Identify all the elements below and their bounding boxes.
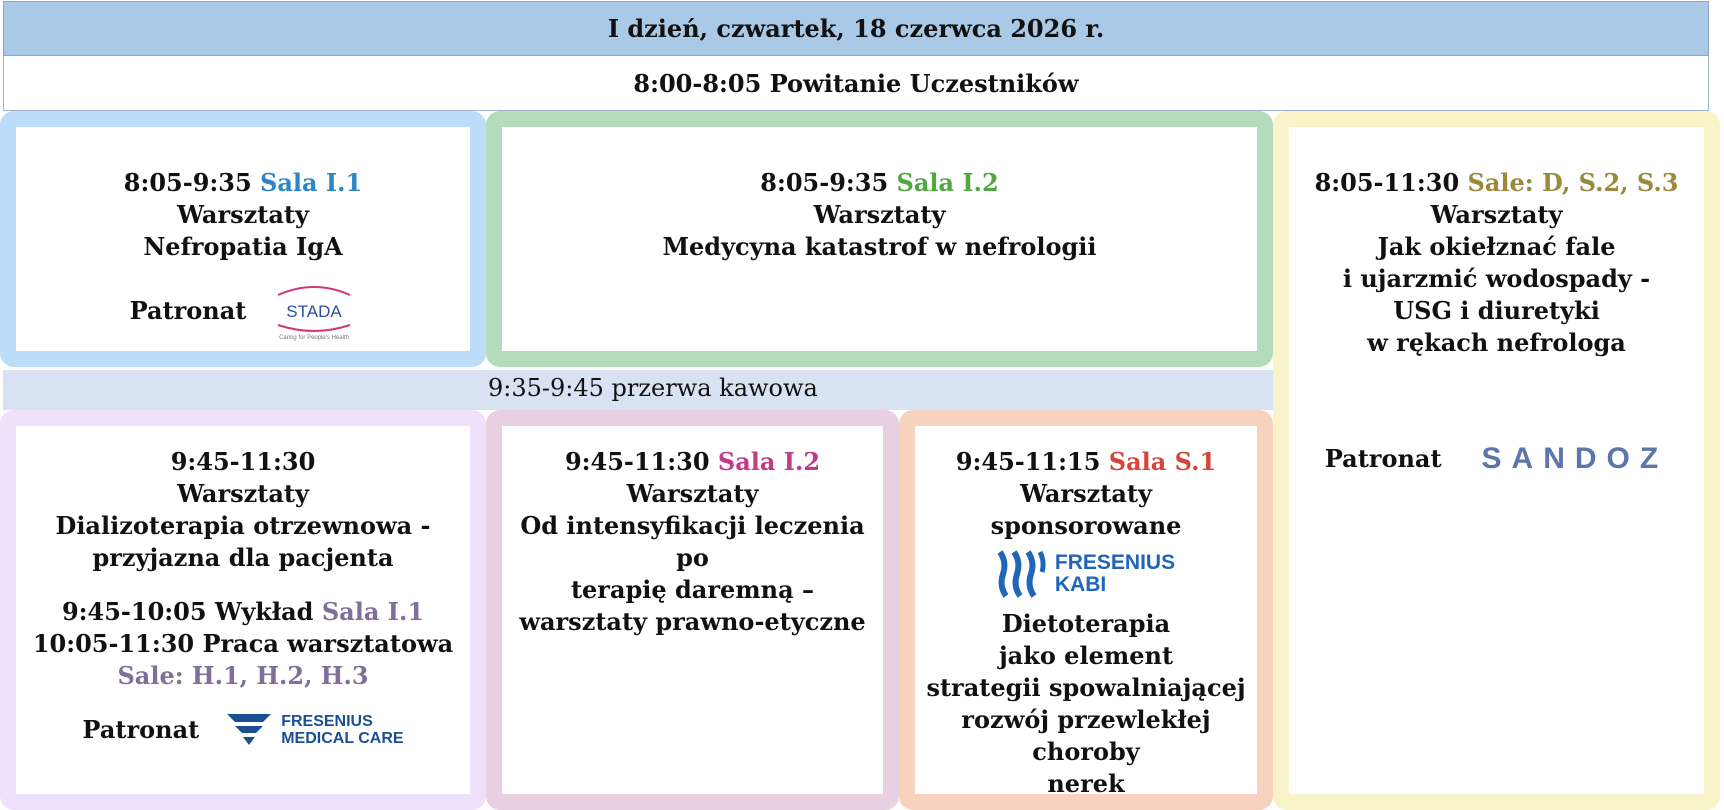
patron-label: Patronat bbox=[129, 296, 247, 325]
session-s3-content bbox=[1289, 127, 1704, 794]
session-s4-lecture-line bbox=[16, 596, 470, 628]
session-s6-title-line-4: rozwój przewlekłej choroby bbox=[961, 705, 1211, 766]
session-s6-content bbox=[915, 426, 1257, 798]
session-s5-title-line-2: terapię daremną – bbox=[570, 575, 815, 604]
fresenius-kabi-mark-icon bbox=[997, 550, 1047, 598]
session-s6-subtype: sponsorowane bbox=[990, 511, 1182, 540]
session-s5-title-line-3: warsztaty prawno-etyczne bbox=[519, 607, 866, 636]
session-s1-time: 8:05-9:35 bbox=[123, 168, 252, 197]
day-title: I dzień, czwartek, 18 czerwca 2026 r. bbox=[607, 14, 1105, 43]
session-s3-title-line-3: USG i diuretyki bbox=[1393, 296, 1600, 325]
session-card-s3 bbox=[1273, 111, 1720, 810]
session-card-s6 bbox=[899, 410, 1273, 810]
fresenius-mc-mark-icon bbox=[225, 712, 273, 748]
session-s6-title-line-3: strategii spowalniającej bbox=[926, 673, 1246, 702]
session-s6-title-line-5: nerek bbox=[1047, 769, 1125, 798]
session-s1-patron bbox=[16, 281, 470, 341]
session-s5-content bbox=[502, 426, 883, 794]
stada-logo bbox=[272, 281, 356, 341]
session-s5-time-line bbox=[502, 446, 883, 478]
session-s4-practice-rooms: Sale: H.1, H.2, H.3 bbox=[117, 661, 369, 690]
stada-logo-text: STADA bbox=[286, 302, 343, 321]
fresenius-medical-care-logo bbox=[225, 712, 403, 748]
coffee-break-text: 9:35-9:45 przerwa kawowa bbox=[488, 374, 818, 402]
session-s2-title: Medycyna katastrof w nefrologii bbox=[662, 232, 1097, 261]
welcome-text: 8:00-8:05 Powitanie Uczestników bbox=[633, 68, 1079, 98]
session-s2-time: 8:05-9:35 bbox=[760, 168, 889, 197]
session-card-s4 bbox=[0, 410, 486, 810]
session-s4-type: Warsztaty bbox=[177, 479, 309, 508]
session-s4-time: 9:45-11:30 bbox=[170, 447, 316, 476]
session-card-s5 bbox=[486, 410, 899, 810]
fresenius-kabi-logo bbox=[915, 550, 1257, 598]
patron-label: Patronat bbox=[1324, 444, 1442, 473]
session-s6-type: Warsztaty bbox=[1020, 479, 1152, 508]
session-s3-type: Warsztaty bbox=[1430, 200, 1563, 229]
session-s5-room: Sala I.2 bbox=[717, 447, 821, 476]
session-card-s2 bbox=[486, 111, 1273, 367]
session-s4-title-line-1: Dializoterapia otrzewnowa - bbox=[55, 511, 431, 540]
session-s2-content bbox=[502, 127, 1257, 351]
session-s4-content bbox=[16, 426, 470, 794]
session-s2-type: Warsztaty bbox=[813, 200, 946, 229]
session-s4-lecture-room: Sala I.1 bbox=[321, 597, 425, 626]
stada-logo-mark bbox=[272, 281, 356, 341]
session-s6-time: 9:45-11:15 bbox=[955, 447, 1101, 476]
session-s1-content bbox=[16, 127, 470, 351]
session-s3-title-line-1: Jak okiełznać fale bbox=[1377, 232, 1616, 261]
fresenius-mc-text-2: MEDICAL CARE bbox=[281, 730, 404, 747]
session-s4-patron bbox=[16, 712, 470, 748]
fresenius-kabi-wordmark bbox=[1055, 552, 1175, 596]
day-header bbox=[3, 1, 1709, 56]
stada-logo-tagline: Caring for People's Health bbox=[279, 335, 350, 341]
session-s3-title-line-2: i ujarzmić wodospady - bbox=[1342, 264, 1651, 293]
session-s3-patron bbox=[1289, 443, 1704, 475]
fresenius-kabi-text-2: KABI bbox=[1054, 573, 1107, 596]
fresenius-mc-wordmark bbox=[281, 713, 403, 747]
session-s3-time-line bbox=[1289, 167, 1704, 199]
session-s4-title-line-2: przyjazna dla pacjenta bbox=[92, 543, 394, 572]
session-s3-room: Sale: D, S.2, S.3 bbox=[1467, 168, 1679, 197]
session-s1-type: Warsztaty bbox=[177, 200, 309, 229]
session-s4-practice: 10:05-11:30 Praca warsztatowa bbox=[32, 629, 454, 658]
fresenius-mc-text-1: FRESENIUS bbox=[281, 713, 373, 730]
patron-label: Patronat bbox=[82, 715, 200, 744]
session-s5-time: 9:45-11:30 bbox=[564, 447, 710, 476]
welcome-row bbox=[3, 56, 1709, 111]
session-s5-type: Warsztaty bbox=[626, 479, 759, 508]
session-s6-room: Sala S.1 bbox=[1108, 447, 1217, 476]
session-s6-time-line bbox=[915, 446, 1257, 478]
session-s1-title: Nefropatia IgA bbox=[143, 232, 343, 261]
fresenius-kabi-text-1: FRESENIUS bbox=[1054, 551, 1176, 574]
session-card-s1 bbox=[0, 111, 486, 367]
session-s3-time: 8:05-11:30 bbox=[1314, 168, 1460, 197]
session-s4-lecture: 9:45-10:05 Wykład bbox=[61, 597, 314, 626]
session-s6-title-line-2: jako element bbox=[998, 641, 1174, 670]
session-s2-time-line bbox=[502, 167, 1257, 199]
session-s1-time-line bbox=[16, 167, 470, 199]
session-s6-title-line-1: Dietoterapia bbox=[1001, 609, 1171, 638]
session-s5-title-line-1: Od intensyfikacji leczenia po bbox=[520, 511, 865, 572]
session-s2-room: Sala I.2 bbox=[896, 168, 999, 197]
session-s1-room: Sala I.1 bbox=[260, 168, 363, 197]
session-s3-title-line-4: w rękach nefrologa bbox=[1367, 328, 1626, 357]
sandoz-logo: SANDOZ bbox=[1481, 442, 1669, 475]
